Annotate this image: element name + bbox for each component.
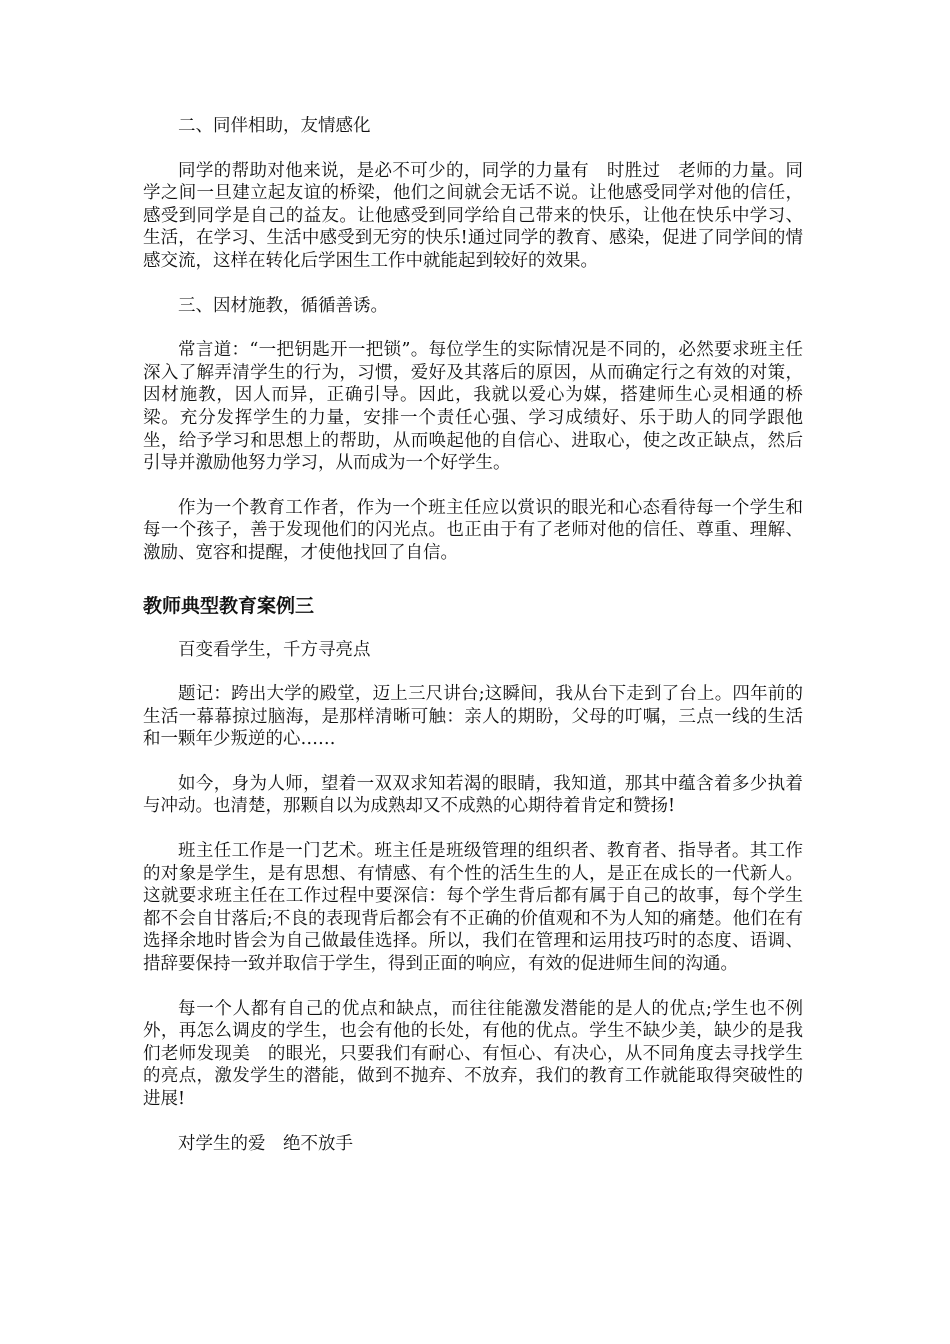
- document-body: [143, 115, 803, 1155]
- paragraph-educator-reflection: 作为一个教育工作者，作为一个班主任应以赏识的眼光和心态看待每一个学生和每一个孩子，善于发现他们的闪光点。也正由于有了老师对他的信任、尊重、理解、激励、宽容和提醒，才使他找回了自信。: [143, 497, 803, 563]
- case-title-wrap: [143, 593, 803, 619]
- subheading-never-let-go: 对学生的爱 绝不放手: [178, 1133, 353, 1154]
- section-heading-three: 三、因材施教，循循善诱。: [178, 295, 388, 316]
- paragraph-teach-by-aptitude: 常言道：“一把钥匙开一把锁”。每位学生的实际情况是不同的，必然要求班主任深入了解弄清学生的行为，习惯，爱好及其落后的原因，从而确定行之有效的对策，因材施教，因人而异，正确引导。因此，我就以爱心为媒，搭建师生心灵相通的桥梁。充分发挥学生的力量，安排一个责任心强、学习成绩好、乐于助人的同学跟他坐，给予学习和思想上的帮助，从而唤起他的自信心、进取心，使之改正缺点，然后引导并激励他努力学习，从而成为一个好学生。: [143, 340, 803, 474]
- section-heading-two: 二、同伴相助，友情感化: [178, 116, 371, 136]
- case-title: 教师典型教育案例三: [143, 594, 315, 617]
- paragraph-epigraph: 题记：跨出大学的殿堂，迈上三尺讲台;这瞬间，我从台下走到了台上。四年前的生活一幕幕掠过脑海，是那样清晰可触：亲人的期盼，父母的叮嘱，三点一线的生活和一颗年少叛逆的心……: [143, 684, 803, 750]
- paragraph-peer-help: 同学的帮助对他来说，是必不可少的，同学的力量有 时胜过 老师的力量。同学之间一旦建立起友谊的桥梁，他们之间就会无话不说。让他感受同学对他的信任，感受到同学是自己的益友。让他感受到同学给自己带来的快乐，让他在快乐中学习、生活，在学习、生活中感受到无穷的快乐!通过同学的教育、感染，促进了同学间的情感交流，这样在转化后学困生工作中就能起到较好的效果。: [143, 160, 803, 271]
- paragraph-strengths: 每一个人都有自己的优点和缺点，而往往能激发潜能的是人的优点;学生也不例外，再怎么调皮的学生，也会有他的长处，有他的优点。学生不缺少美，缺少的是我们老师发现美 的眼光，只要我们有耐心、有恒心、有决心，从不同角度去寻找学生的亮点，激发学生的潜能，做到不抛弃、不放弃，我们的教育工作就能取得突破性的进展!: [143, 998, 803, 1109]
- paragraph-class-teacher-art: 班主任工作是一门艺术。班主任是班级管理的组织者、教育者、指导者。其工作的对象是学生，是有思想、有情感、有个性的活生生的人，是正在成长的一代新人。这就要求班主任在工作过程中要深信：每个学生背后都有属于自己的故事，每个学生都不会自甘落后;不良的表现背后都会有不正确的价值观和不为人知的痛楚。他们在有选择余地时皆会为自己做最佳选择。所以，我们在管理和运用技巧时的态度、语调、措辞要保持一致并取信于学生，得到正面的响应，有效的促进师生间的沟通。: [143, 841, 803, 975]
- paragraph-becoming-teacher: 如今，身为人师，望着一双双求知若渴的眼睛，我知道，那其中蕴含着多少执着与冲动。也清楚，那颗自以为成熟却又不成熟的心期待着肯定和赞扬!: [143, 773, 803, 817]
- case-subtitle: 百变看学生，千方寻亮点: [178, 639, 371, 660]
